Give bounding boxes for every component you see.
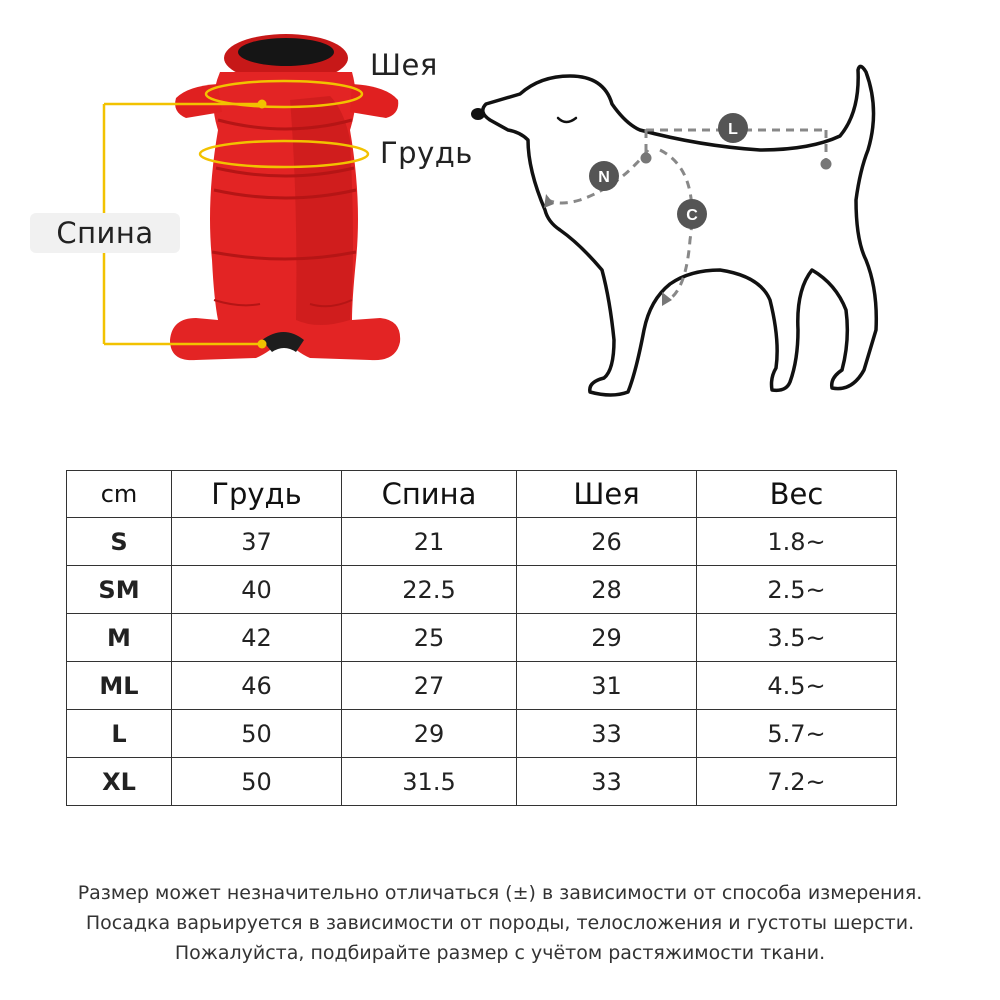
marker-n-text: N (598, 169, 610, 186)
table-row (67, 710, 897, 758)
label-neck: Шея (370, 48, 438, 82)
cell-chest: 50 (172, 710, 342, 758)
cell-size: ML (67, 662, 172, 710)
cell-neck: 29 (517, 614, 697, 662)
cell-neck: 31 (517, 662, 697, 710)
table-row (67, 614, 897, 662)
illustration-area (0, 0, 1000, 420)
marker-l (718, 113, 748, 143)
cell-weight: 3.5~ (697, 614, 897, 662)
table-row (67, 518, 897, 566)
cell-neck: 33 (517, 710, 697, 758)
cell-weight: 4.5~ (697, 662, 897, 710)
label-chest: Грудь (380, 136, 473, 170)
cell-back: 22.5 (342, 566, 517, 614)
note-line: Размер может незначительно отличаться (±) в зависимости от способа измерения. (77, 882, 923, 904)
cell-weight: 5.7~ (697, 710, 897, 758)
note-line: Посадка варьируется в зависимости от породы, телосложения и густоты шерсти. (85, 912, 915, 934)
cell-back: 29 (342, 710, 517, 758)
header-chest: Грудь (172, 471, 342, 518)
marker-n (589, 161, 619, 191)
cell-size: SM (67, 566, 172, 614)
cell-weight: 1.8~ (697, 518, 897, 566)
marker-c-text: C (686, 207, 698, 224)
cell-weight: 7.2~ (697, 758, 897, 806)
header-unit: cm (67, 471, 172, 518)
cell-weight: 2.5~ (697, 566, 897, 614)
illustrations-svg (0, 0, 1000, 420)
dog-outline-image (483, 66, 876, 395)
cell-back: 31.5 (342, 758, 517, 806)
size-table (66, 470, 897, 806)
cell-back: 27 (342, 662, 517, 710)
table-row (67, 758, 897, 806)
cell-size: L (67, 710, 172, 758)
header-neck: Шея (517, 471, 697, 518)
cell-chest: 37 (172, 518, 342, 566)
cell-chest: 42 (172, 614, 342, 662)
cell-neck: 28 (517, 566, 697, 614)
size-notes (0, 878, 1000, 968)
label-back: Спина (30, 213, 180, 253)
cell-size: S (67, 518, 172, 566)
cell-size: XL (67, 758, 172, 806)
table-row (67, 566, 897, 614)
cell-neck: 26 (517, 518, 697, 566)
cell-back: 25 (342, 614, 517, 662)
marker-l-text: L (728, 121, 738, 138)
header-weight: Вес (697, 471, 897, 518)
table-header-row (67, 471, 897, 518)
cell-back: 21 (342, 518, 517, 566)
marker-c (677, 199, 707, 229)
cell-size: M (67, 614, 172, 662)
cell-chest: 50 (172, 758, 342, 806)
header-back: Спина (342, 471, 517, 518)
note-line: Пожалуйста, подбирайте размер с учётом растяжимости ткани. (174, 942, 826, 964)
cell-chest: 46 (172, 662, 342, 710)
cell-chest: 40 (172, 566, 342, 614)
dog-suit-image (170, 34, 400, 360)
cell-neck: 33 (517, 758, 697, 806)
table-row (67, 662, 897, 710)
